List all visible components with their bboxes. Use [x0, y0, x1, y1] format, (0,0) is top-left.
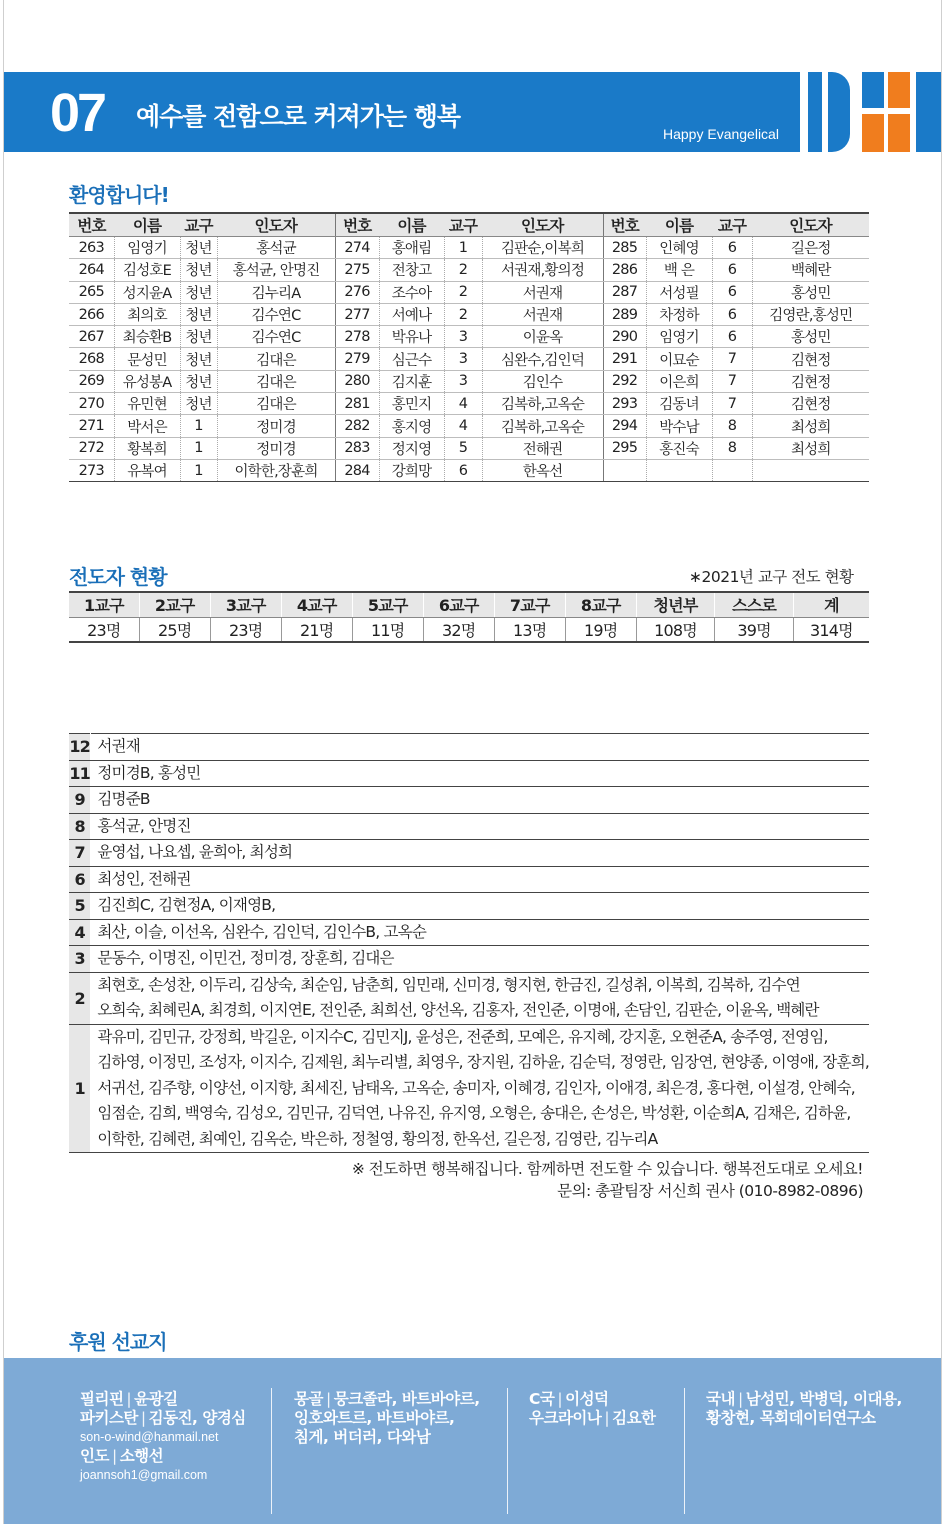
missionary-names: 남성민, 박병덕, 이대용, [745, 1390, 902, 1408]
evangelists-value-row [69, 617, 869, 642]
entry-guide: 최성희 [752, 437, 869, 459]
attendance-count: 6 [69, 866, 91, 893]
entry-district: 8 [712, 415, 752, 437]
district-header: 7교구 [494, 592, 565, 617]
entry-number: 283 [335, 437, 379, 459]
entry-name: 조수아 [379, 281, 444, 303]
country-ukraine: 우크라이나 [529, 1409, 602, 1427]
missionary-names: 황창현, 목회데이터연구소 [706, 1409, 876, 1427]
missionary-names: 침게, 버더러, 다와남 [294, 1428, 431, 1446]
table-row [69, 813, 869, 840]
entry-number: 289 [603, 303, 646, 325]
entry-guide: 김누리A [217, 281, 335, 303]
entry-district: 6 [712, 237, 752, 259]
entry-guide: 최성희 [752, 415, 869, 437]
column-divider [271, 1388, 272, 1514]
missionary-name: 김동진, 양경심 [148, 1409, 246, 1427]
entry-number: 265 [69, 281, 114, 303]
entry-district: 6 [712, 259, 752, 281]
entry-number: 287 [603, 281, 646, 303]
entry-name: 정지영 [379, 437, 444, 459]
entry-district: 6 [712, 303, 752, 325]
entry-district: 2 [444, 281, 482, 303]
entry-number: 264 [69, 259, 114, 281]
district-count: 25명 [139, 617, 210, 642]
entry-number: 279 [335, 348, 379, 370]
table-row [69, 972, 869, 1024]
country-mongolia: 몽골 [294, 1390, 323, 1408]
attendance-count: 9 [69, 787, 91, 814]
entry-number: 295 [603, 437, 646, 459]
col-header: 교구 [444, 213, 482, 237]
district-count: 23명 [69, 617, 139, 642]
entry-district: 6 [712, 326, 752, 348]
col-header: 이름 [379, 213, 444, 237]
missionary-names: 잉호와트르, 바트바야르, [294, 1409, 455, 1427]
district-header: 6교구 [423, 592, 494, 617]
names-line: 최산, 이슬, 이선옥, 심완수, 김인덕, 김인수B, 고옥순 [97, 922, 426, 941]
entry-number: 281 [335, 393, 379, 415]
entry-number: 284 [335, 459, 379, 481]
section-number: 07 [50, 83, 105, 143]
entry-number: 280 [335, 370, 379, 392]
entry-guide: 김수연C [217, 303, 335, 325]
entry-name: 김동녀 [646, 393, 712, 415]
entry-district: 청년 [180, 370, 217, 392]
names-line: 김하영, 이정민, 조성자, 이지수, 김제원, 최누리별, 최영우, 장지원, 김하윤, 김순덕, 정영란, 임장연, 현양종, 이영애, 장훈희, [97, 1053, 869, 1071]
attendance-names [91, 840, 869, 867]
district-header: 5교구 [352, 592, 423, 617]
attendance-table [69, 733, 869, 1153]
entry-district: 2 [444, 303, 482, 325]
district-count: 32명 [423, 617, 494, 642]
entry-name: 최승환B [114, 326, 180, 348]
col-header: 인도자 [217, 213, 335, 237]
entry-district: 청년 [180, 303, 217, 325]
header-subtitle: Happy Evangelical [663, 126, 779, 142]
entry-guide: 김대은 [217, 348, 335, 370]
table-row [69, 437, 869, 459]
attendance-count: 11 [69, 760, 91, 787]
table-row [69, 893, 869, 920]
attendance-count: 3 [69, 946, 91, 973]
entry-guide: 서권재 [482, 303, 603, 325]
entry-number: 277 [335, 303, 379, 325]
entry-district: 4 [444, 415, 482, 437]
column-divider [684, 1388, 685, 1514]
entry-guide: 홍석균 [217, 237, 335, 259]
entry-name: 문성민 [114, 348, 180, 370]
names-line: 김진희C, 김현정A, 이재영B, [97, 896, 276, 914]
missionaries-title: 후원 선교지 [69, 1330, 167, 1354]
entry-name: 박유나 [379, 326, 444, 348]
entry-guide: 홍성민 [752, 281, 869, 303]
district-header: 2교구 [139, 592, 210, 617]
entry-guide: 김복하,고옥순 [482, 415, 603, 437]
table-row [69, 919, 869, 946]
entry-name: 최의호 [114, 303, 180, 325]
entry-guide: 정미경 [217, 437, 335, 459]
church-logo [800, 72, 941, 152]
entry-guide: 김현정 [752, 370, 869, 392]
entry-number: 271 [69, 415, 114, 437]
table-row [69, 281, 869, 303]
entry-guide: 김대은 [217, 393, 335, 415]
attendance-names [91, 734, 869, 761]
entry-number: 293 [603, 393, 646, 415]
entry-guide: 전해권 [482, 437, 603, 459]
entry-guide: 김영란,홍성민 [752, 303, 869, 325]
attendance-names [91, 919, 869, 946]
entry-guide: 김판순,이복희 [482, 237, 603, 259]
names-line: 최현호, 손성찬, 이두리, 김상숙, 최순임, 남춘희, 임민래, 신미경, 형지현, 한금진, 길성취, 이복희, 김복하, 김수연 [97, 975, 800, 994]
names-line: 문동수, 이명진, 이민건, 정미경, 장훈희, 김대은 [97, 949, 394, 967]
entry-name [646, 459, 712, 481]
entry-district: 1 [444, 237, 482, 259]
entry-district: 4 [444, 393, 482, 415]
entry-district: 5 [444, 437, 482, 459]
entry-name: 유복여 [114, 459, 180, 481]
entry-name: 홍애림 [379, 237, 444, 259]
entry-number: 266 [69, 303, 114, 325]
col-header: 번호 [603, 213, 646, 237]
entry-number: 286 [603, 259, 646, 281]
district-count: 13명 [494, 617, 565, 642]
names-line: 홍석균, 안명진 [97, 816, 191, 835]
entry-guide: 홍석균, 안명진 [217, 259, 335, 281]
entry-guide: 김복하,고옥순 [482, 393, 603, 415]
entry-district: 7 [712, 370, 752, 392]
entry-name: 황복희 [114, 437, 180, 459]
attendance-count: 12 [69, 734, 91, 761]
attendance-count: 7 [69, 840, 91, 867]
district-count: 11명 [352, 617, 423, 642]
country-domestic: 국내 [706, 1390, 735, 1408]
footer-contact: 문의: 총괄팀장 서신희 권사 (010-8982-0896) [557, 1182, 863, 1200]
attendance-count: 2 [69, 972, 91, 1024]
table-row [69, 348, 869, 370]
entry-district: 청년 [180, 326, 217, 348]
col-header: 교구 [180, 213, 217, 237]
entry-name: 임영기 [114, 237, 180, 259]
entry-district: 청년 [180, 259, 217, 281]
entry-guide: 한옥선 [482, 459, 603, 481]
entry-district: 1 [180, 437, 217, 459]
district-count: 314명 [793, 617, 869, 642]
district-count: 19명 [565, 617, 636, 642]
attendance-count: 1 [69, 1024, 91, 1153]
entry-district: 3 [444, 370, 482, 392]
entry-district: 8 [712, 437, 752, 459]
country-india: 인도 [80, 1447, 109, 1465]
attendance-names [91, 787, 869, 814]
entry-number: 268 [69, 348, 114, 370]
entry-name: 서예나 [379, 303, 444, 325]
entry-guide: 백혜란 [752, 259, 869, 281]
country-philippines: 필리핀 [80, 1390, 124, 1408]
attendance-names [91, 1024, 869, 1153]
district-count: 39명 [715, 617, 794, 642]
entry-number: 292 [603, 370, 646, 392]
table-row [69, 393, 869, 415]
country-c: C국 [529, 1390, 555, 1408]
missionary-column-3: C국 | 이성덕 우크라이나 | 김요한 [529, 1390, 656, 1427]
entry-district: 6 [712, 281, 752, 303]
attendance-names [91, 760, 869, 787]
missionary-column-2: 몽골 | 뭉크졸라, 바트바야르, 잉호와트르, 바트바야르, 침게, 버더러, 다와남 [294, 1390, 480, 1446]
district-header: 3교구 [210, 592, 281, 617]
missionary-name: 소행선 [119, 1447, 164, 1465]
entry-number: 276 [335, 281, 379, 303]
entry-district: 청년 [180, 348, 217, 370]
names-line: 이학한, 김혜련, 최예인, 김옥순, 박은하, 정철영, 황의정, 한옥선, 길은정, 김영란, 김누리A [97, 1129, 658, 1148]
email-link[interactable]: joannsoh1@gmail.com [80, 1468, 208, 1482]
entry-number: 269 [69, 370, 114, 392]
entry-number: 267 [69, 326, 114, 348]
names-line: 정미경B, 홍성민 [97, 763, 201, 782]
entry-name: 유성봉A [114, 370, 180, 392]
table-row [69, 840, 869, 867]
missionary-name: 이성덕 [565, 1390, 609, 1408]
attendance-count: 8 [69, 813, 91, 840]
missionary-name: 김요한 [612, 1409, 656, 1427]
entry-district: 청년 [180, 281, 217, 303]
entry-name: 김성호E [114, 259, 180, 281]
names-line: 김명준B [97, 790, 150, 808]
entry-number: 290 [603, 326, 646, 348]
entry-guide: 김인수 [482, 370, 603, 392]
entry-guide: 길은정 [752, 237, 869, 259]
entry-guide: 서권재 [482, 281, 603, 303]
attendance-names [91, 893, 869, 920]
table-row [69, 415, 869, 437]
table-row [69, 787, 869, 814]
entry-number [603, 459, 646, 481]
col-header: 인도자 [752, 213, 869, 237]
district-header: 1교구 [69, 592, 139, 617]
entry-name: 홍지영 [379, 415, 444, 437]
district-header: 청년부 [636, 592, 715, 617]
entry-number: 270 [69, 393, 114, 415]
welcome-title: 환영합니다! [69, 183, 169, 207]
names-line: 곽유미, 김민규, 강정희, 박길운, 이지수C, 김민지J, 윤성은, 전준희, 모예은, 유지혜, 강지훈, 오현준A, 송주영, 전영임, [97, 1027, 828, 1046]
entry-number: 263 [69, 237, 114, 259]
entry-guide: 홍성민 [752, 326, 869, 348]
col-header: 번호 [335, 213, 379, 237]
evangelists-title: 전도자 현황 [69, 565, 167, 589]
entry-district: 7 [712, 393, 752, 415]
entry-name: 홍진숙 [646, 437, 712, 459]
entry-district: 청년 [180, 393, 217, 415]
district-count: 108명 [636, 617, 715, 642]
table-row [69, 370, 869, 392]
evangelists-note: ∗2021년 교구 전도 현황 [689, 568, 854, 586]
district-count: 23명 [210, 617, 281, 642]
column-divider [507, 1388, 508, 1514]
table-row [69, 303, 869, 325]
entry-name: 심근수 [379, 348, 444, 370]
entry-guide: 서권재,황의정 [482, 259, 603, 281]
entry-name: 박서은 [114, 415, 180, 437]
col-header: 번호 [69, 213, 114, 237]
missionary-column-4: 국내 | 남성민, 박병덕, 이대용, 황창현, 목회데이터연구소 [706, 1390, 902, 1427]
table-row [69, 866, 869, 893]
entry-guide: 이윤옥 [482, 326, 603, 348]
names-line: 윤영섭, 나요셉, 윤희아, 최성희 [97, 843, 293, 861]
entry-guide: 김대은 [217, 370, 335, 392]
col-header: 이름 [114, 213, 180, 237]
attendance-names [91, 972, 869, 1024]
entry-number: 278 [335, 326, 379, 348]
district-header: 스스로 [715, 592, 794, 617]
table-row [69, 734, 869, 761]
names-line: 최성인, 전해권 [97, 869, 191, 888]
district-header: 4교구 [281, 592, 352, 617]
country-pakistan: 파키스탄 [80, 1409, 138, 1427]
table-row [69, 760, 869, 787]
entry-name: 인혜영 [646, 237, 712, 259]
table-row [69, 946, 869, 973]
names-line: 서귀선, 김주향, 이양선, 이지향, 최세진, 남태옥, 고옥순, 송미자, 이혜경, 김인자, 이애경, 최은경, 홍다현, 이설경, 안혜숙, [97, 1078, 855, 1097]
entry-number: 291 [603, 348, 646, 370]
attendance-names [91, 866, 869, 893]
entry-name: 차정하 [646, 303, 712, 325]
table-row [69, 259, 869, 281]
missionary-names: 뭉크졸라, 바트바야르, [333, 1390, 480, 1408]
table-row [69, 237, 869, 259]
entry-district: 6 [444, 459, 482, 481]
entry-guide: 이학한,장훈희 [217, 459, 335, 481]
entry-district: 3 [444, 326, 482, 348]
entry-name: 전창고 [379, 259, 444, 281]
col-header: 이름 [646, 213, 712, 237]
entry-guide [752, 459, 869, 481]
evangelists-header-row [69, 592, 869, 617]
table-row [69, 326, 869, 348]
entry-name: 서성필 [646, 281, 712, 303]
email-link[interactable]: son-o-wind@hanmail.net [80, 1430, 219, 1444]
district-header: 계 [793, 592, 869, 617]
entry-number: 272 [69, 437, 114, 459]
entry-number: 275 [335, 259, 379, 281]
entry-name: 김지훈 [379, 370, 444, 392]
table-row [69, 1024, 869, 1153]
entry-district: 2 [444, 259, 482, 281]
entry-name: 이은희 [646, 370, 712, 392]
entry-name: 강희망 [379, 459, 444, 481]
entry-name: 이묘순 [646, 348, 712, 370]
missionary-column-1: 필리핀 | 윤광길 파키스탄 | 김동진, 양경심 son-o-wind@hanmail.net 인도 | 소행선 joannsoh1@gmail.com [80, 1390, 246, 1485]
welcome-table [69, 212, 869, 482]
entry-number: 274 [335, 237, 379, 259]
evangelists-table [69, 591, 869, 643]
entry-district: 청년 [180, 237, 217, 259]
names-line: 서권재 [97, 737, 140, 755]
names-line: 임점순, 김희, 백영숙, 김성오, 김민규, 김덕연, 나유진, 유지영, 오형은, 송대은, 손성은, 박성환, 이순희A, 김채은, 김하윤, [97, 1104, 851, 1122]
entry-name: 박수남 [646, 415, 712, 437]
missionary-name: 윤광길 [134, 1390, 178, 1408]
entry-number: 282 [335, 415, 379, 437]
entry-name: 유민현 [114, 393, 180, 415]
table-row [69, 459, 869, 481]
attendance-count: 5 [69, 893, 91, 920]
attendance-names [91, 813, 869, 840]
entry-district: 3 [444, 348, 482, 370]
entry-number: 285 [603, 237, 646, 259]
col-header: 교구 [712, 213, 752, 237]
entry-guide: 김현정 [752, 393, 869, 415]
entry-guide: 김수연C [217, 326, 335, 348]
entry-district [712, 459, 752, 481]
district-count: 21명 [281, 617, 352, 642]
entry-name: 백 은 [646, 259, 712, 281]
footer-invitation: ※ 전도하면 행복해집니다. 함께하면 전도할 수 있습니다. 행복전도대로 오세요! [351, 1160, 863, 1178]
entry-guide: 김현정 [752, 348, 869, 370]
missionaries-panel [4, 1358, 941, 1524]
entry-district: 1 [180, 415, 217, 437]
names-line: 오희숙, 최혜린A, 최경희, 이지연E, 전인준, 최희선, 양선옥, 김홍자, 전인준, 이명애, 손담인, 김판순, 이윤옥, 백혜란 [97, 1001, 819, 1019]
entry-district: 7 [712, 348, 752, 370]
entry-name: 임영기 [646, 326, 712, 348]
page-title: 예수를 전함으로 커져가는 행복 [136, 102, 461, 131]
entry-number: 273 [69, 459, 114, 481]
entry-name: 성지윤A [114, 281, 180, 303]
attendance-count: 4 [69, 919, 91, 946]
col-header: 인도자 [482, 213, 603, 237]
welcome-header-row [69, 213, 869, 237]
entry-guide: 심완수,김인덕 [482, 348, 603, 370]
entry-name: 홍민지 [379, 393, 444, 415]
entry-district: 1 [180, 459, 217, 481]
attendance-names [91, 946, 869, 973]
entry-number: 294 [603, 415, 646, 437]
entry-guide: 정미경 [217, 415, 335, 437]
district-header: 8교구 [565, 592, 636, 617]
